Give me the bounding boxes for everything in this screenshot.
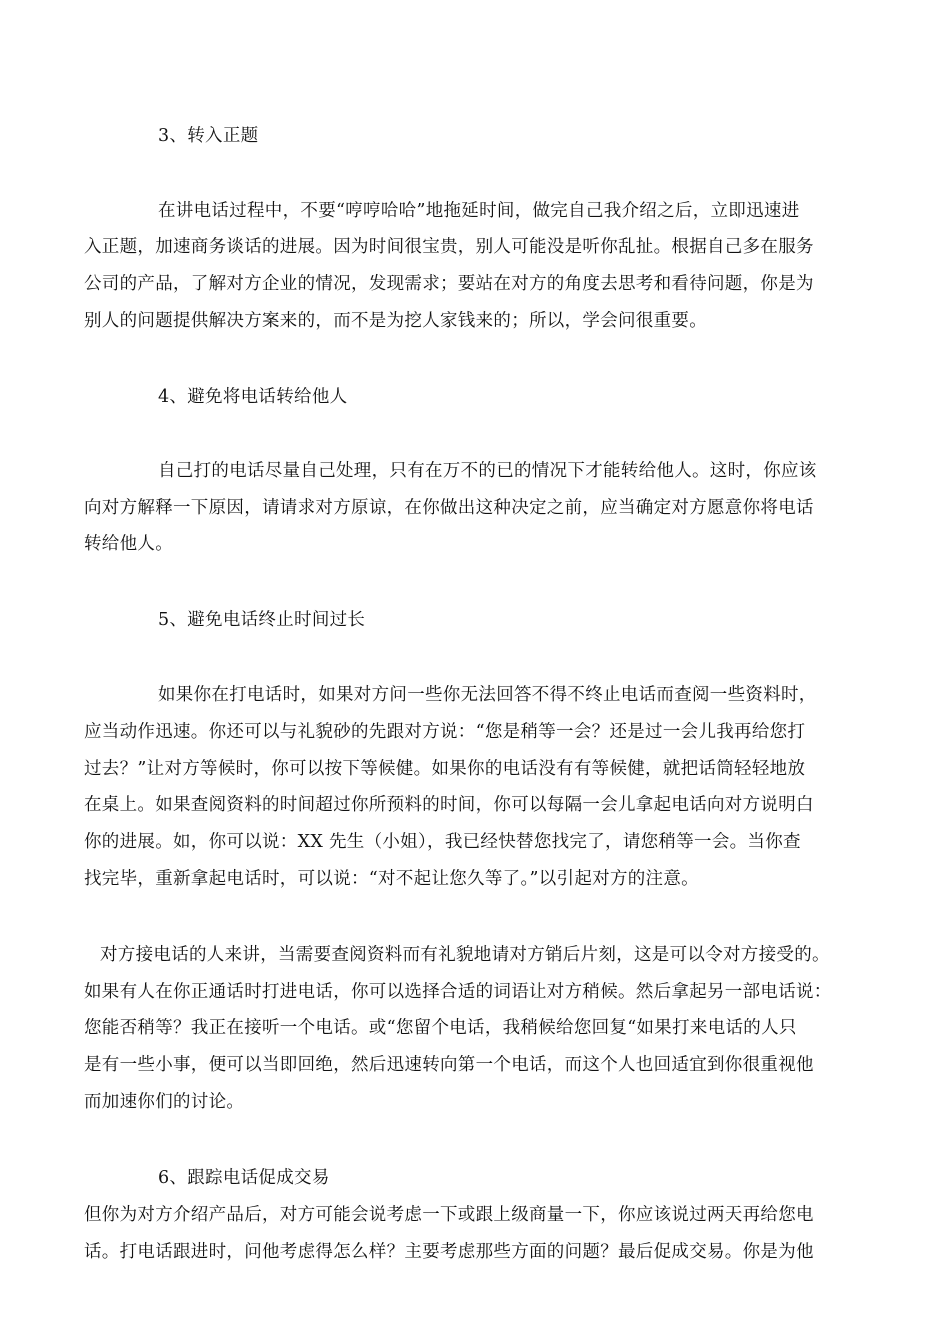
section-3-line-2: 入正题，加速商务谈话的进展。因为时间很宝贵，别人可能没是听你乱扯。根据自己多在服务 [84,237,814,257]
section-5-line-5: 你的进展。如，你可以说：XX 先生（小姐），我已经快替您找完了，请您稍等一会。当你查 [84,832,801,852]
section-4-line-3: 转给他人。 [84,534,173,554]
section-5-line-3: 过去？”让对方等候时，你可以按下等候健。如果你的电话没有有等候健，就把话筒轻轻地放 [84,759,806,779]
section-5-para2-line-2: 如果有人在你正通话时打进电话，你可以选择合适的词语让对方稍候。然后拿起另一部电话说： [84,982,832,1002]
section-5-para2-line-3: 您能否稍等？我正在接听一个电话。或“您留个电话，我稍候给您回复“如果打来电话的人只 [84,1018,797,1038]
section-3-line-1: 在讲电话过程中，不要“哼哼哈哈”地拖延时间，做完自己我介绍之后，立即迅速进 [158,201,800,221]
section-5-heading: 5、避免电话终止时间过长 [158,610,366,630]
section-5-line-6: 找完毕，重新拿起电话时，可以说：“对不起让您久等了。”以引起对方的注意。 [84,869,699,889]
section-5-para2-line-4: 是有一些小事，便可以当即回绝，然后迅速转向第一个电话，而这个人也回适宜到你很重视他 [84,1055,814,1075]
section-6-heading: 6、跟踪电话促成交易 [158,1168,330,1188]
section-6-line-1: 但你为对方介绍产品后，对方可能会说考虑一下或跟上级商量一下，你应该说过两天再给您电 [84,1205,814,1225]
section-6-line-2: 话。打电话跟进时，问他考虑得怎么样？主要考虑那些方面的问题？最后促成交易。你是为他 [84,1242,814,1262]
section-5-line-1: 如果你在打电话时，如果对方问一些你无法回答不得不终止电话而查阅一些资料时， [158,685,817,705]
section-3-heading: 3、转入正题 [158,126,259,146]
section-5-para2-line-5: 而加速你们的讨论。 [84,1092,245,1112]
section-5-line-2: 应当动作迅速。你还可以与礼貌砂的先跟对方说：“您是稍等一会？还是过一会儿我再给您打 [84,722,806,742]
section-3-line-3: 公司的产品，了解对方企业的情况，发现需求；要站在对方的角度去思考和看待问题，你是为 [84,274,814,294]
section-5-para2-line-1: 对方接电话的人来讲，当需要查阅资料而有礼貌地请对方销后片刻，这是可以令对方接受的。 [100,945,830,965]
section-4-heading: 4、避免将电话转给他人 [158,387,348,407]
section-5-line-4: 在桌上。如果查阅资料的时间超过你所预料的时间，你可以每隔一会儿拿起电话向对方说明白 [84,795,814,815]
section-3-line-4: 别人的问题提供解决方案来的，而不是为挖人家钱来的；所以，学会问很重要。 [84,311,707,331]
section-4-line-1: 自己打的电话尽量自己处理，只有在万不的已的情况下才能转给他人。这时，你应该 [158,461,817,481]
section-4-line-2: 向对方解释一下原因，请请求对方原谅，在你做出这种决定之前，应当确定对方愿意你将电话 [84,498,814,518]
